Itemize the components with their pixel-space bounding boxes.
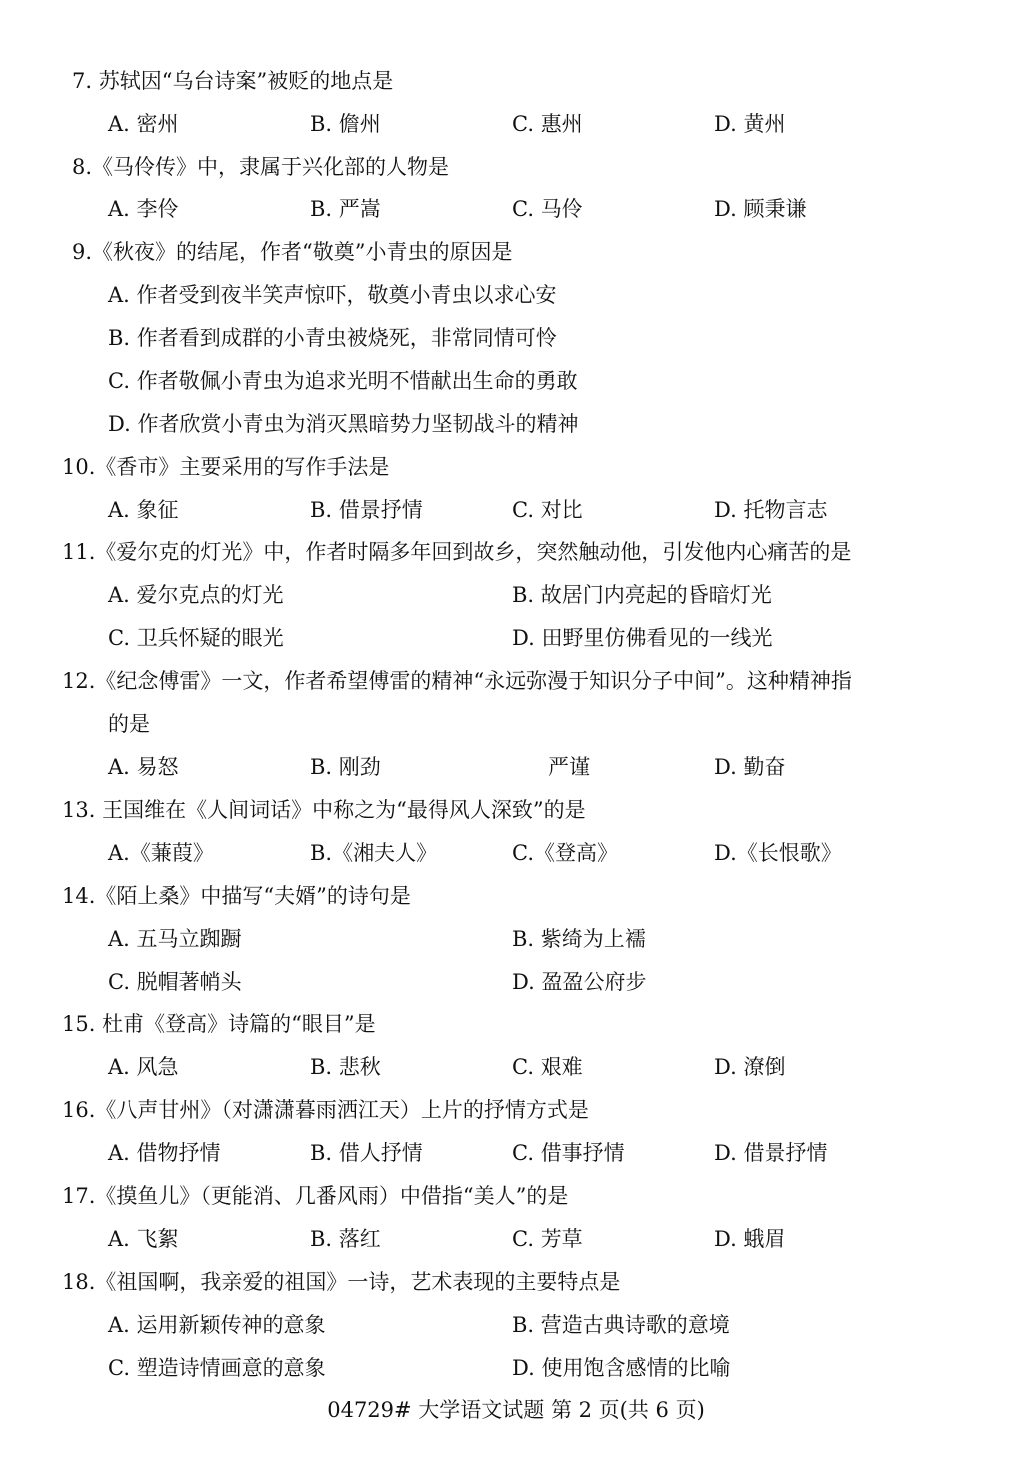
option-b: B. 儋州 [310, 112, 381, 136]
option-c: C. 借事抒情 [512, 1141, 625, 1165]
question-stem: 《陌上桑》中描写“夫婿”的诗句是 [95, 884, 411, 908]
option-d: D. 顾秉谦 [714, 197, 807, 221]
option-b: B. 悲秋 [310, 1055, 381, 1079]
option-d: D. 托物言志 [714, 498, 828, 522]
option-a: A. 李伶 [108, 197, 179, 221]
question-stem-continued: 的是 [108, 712, 150, 736]
question-14 [62, 881, 411, 911]
option-a: A. 借物抒情 [108, 1141, 221, 1165]
question-number: 8. [72, 155, 93, 179]
option-d: D. 盈盈公府步 [512, 970, 647, 994]
option-a: A. 作者受到夜半笑声惊吓，敬奠小青虫以求心安 [108, 283, 557, 307]
question-number: 15. [62, 1012, 96, 1036]
option-b: B. 紫绮为上襦 [512, 927, 646, 951]
option-b: B. 借景抒情 [310, 498, 423, 522]
option-a: A. 易怒 [108, 755, 179, 779]
question-number: 9. [72, 240, 93, 264]
question-number: 10. [62, 455, 96, 479]
option-d: D. 使用饱含感情的比喻 [512, 1356, 731, 1380]
option-d: D. 田野里仿佛看见的一线光 [512, 626, 773, 650]
option-d: D. 勤奋 [714, 755, 786, 779]
option-c: C. 作者敬佩小青虫为追求光明不惜献出生命的勇敢 [108, 369, 578, 393]
option-d: D. 作者欣赏小青虫为消灭黑暗势力坚韧战斗的精神 [108, 412, 579, 436]
question-9 [72, 237, 513, 267]
question-stem: 王国维在《人间词话》中称之为“最得风人深致”的是 [102, 798, 586, 822]
question-stem: 《纪念傅雷》一文，作者希望傅雷的精神“永远弥漫于知识分子中间”。这种精神指 [95, 669, 852, 693]
question-7 [72, 66, 393, 96]
option-d: D. 蛾眉 [714, 1227, 786, 1251]
question-16 [62, 1095, 589, 1125]
option-a: A. 象征 [108, 498, 179, 522]
question-10 [62, 452, 389, 482]
question-number: 11. [62, 540, 96, 564]
question-number: 18. [62, 1270, 96, 1294]
option-d: D.《长恨歌》 [714, 841, 842, 865]
question-number: 17. [62, 1184, 96, 1208]
question-stem: 《八声甘州》（对潇潇暮雨洒江天）上片的抒情方式是 [95, 1098, 589, 1122]
question-number: 16. [62, 1098, 96, 1122]
question-13 [62, 795, 586, 825]
question-stem: 《爱尔克的灯光》中，作者时隔多年回到故乡，突然触动他，引发他内心痛苦的是 [95, 540, 852, 564]
option-b: B. 刚劲 [310, 755, 381, 779]
option-c: C. 芳草 [512, 1227, 583, 1251]
option-b: B. 营造古典诗歌的意境 [512, 1313, 730, 1337]
question-17 [62, 1181, 568, 1211]
option-a: A. 飞絮 [108, 1227, 179, 1251]
option-d: D. 借景抒情 [714, 1141, 828, 1165]
option-a: A. 运用新颖传神的意象 [108, 1313, 326, 1337]
question-stem: 苏轼因“乌台诗案”被贬的地点是 [98, 69, 394, 93]
option-b: B. 故居门内亮起的昏暗灯光 [512, 583, 772, 607]
option-d: D. 潦倒 [714, 1055, 786, 1079]
question-number: 13. [62, 798, 96, 822]
question-stem: 《马伶传》中，隶属于兴化部的人物是 [92, 155, 450, 179]
question-12 [62, 666, 852, 696]
question-8 [72, 152, 449, 182]
option-c: C. 卫兵怀疑的眼光 [108, 626, 284, 650]
option-b: B. 借人抒情 [310, 1141, 423, 1165]
question-number: 12. [62, 669, 96, 693]
option-b: B. 严嵩 [310, 197, 381, 221]
option-b: B. 作者看到成群的小青虫被烧死，非常同情可怜 [108, 326, 557, 350]
option-b: B.《湘夫人》 [310, 841, 438, 865]
question-stem: 《摸鱼儿》（更能消、几番风雨）中借指“美人”的是 [95, 1184, 569, 1208]
question-11 [62, 537, 851, 567]
question-15 [62, 1009, 376, 1039]
question-stem: 杜甫《登高》诗篇的“眼目”是 [102, 1012, 376, 1036]
option-a: A. 五马立踟蹰 [108, 927, 242, 951]
option-c: C. 对比 [512, 498, 583, 522]
question-stem: 《香市》主要采用的写作手法是 [95, 455, 390, 479]
option-c: C.《登高》 [512, 841, 618, 865]
option-b: B. 落红 [310, 1227, 381, 1251]
option-d: D. 黄州 [714, 112, 786, 136]
option-a: A. 密州 [108, 112, 179, 136]
option-a: A. 风急 [108, 1055, 179, 1079]
option-c: C. 塑造诗情画意的意象 [108, 1356, 326, 1380]
option-a: A.《蒹葭》 [108, 841, 214, 865]
option-c: C. 艰难 [512, 1055, 583, 1079]
option-c: 严谨 [548, 755, 590, 779]
option-c: C. 脱帽著帩头 [108, 970, 242, 994]
question-stem: 《秋夜》的结尾，作者“敬奠”小青虫的原因是 [92, 240, 513, 264]
question-number: 14. [62, 884, 96, 908]
question-18 [62, 1267, 620, 1297]
option-c: C. 马伶 [512, 197, 583, 221]
option-a: A. 爱尔克点的灯光 [108, 583, 284, 607]
question-stem: 《祖国啊，我亲爱的祖国》一诗，艺术表现的主要特点是 [95, 1270, 621, 1294]
option-c: C. 惠州 [512, 112, 583, 136]
question-number: 7. [72, 69, 93, 93]
page-footer: 04729# 大学语文试题 第 2 页(共 6 页) [327, 1398, 705, 1422]
